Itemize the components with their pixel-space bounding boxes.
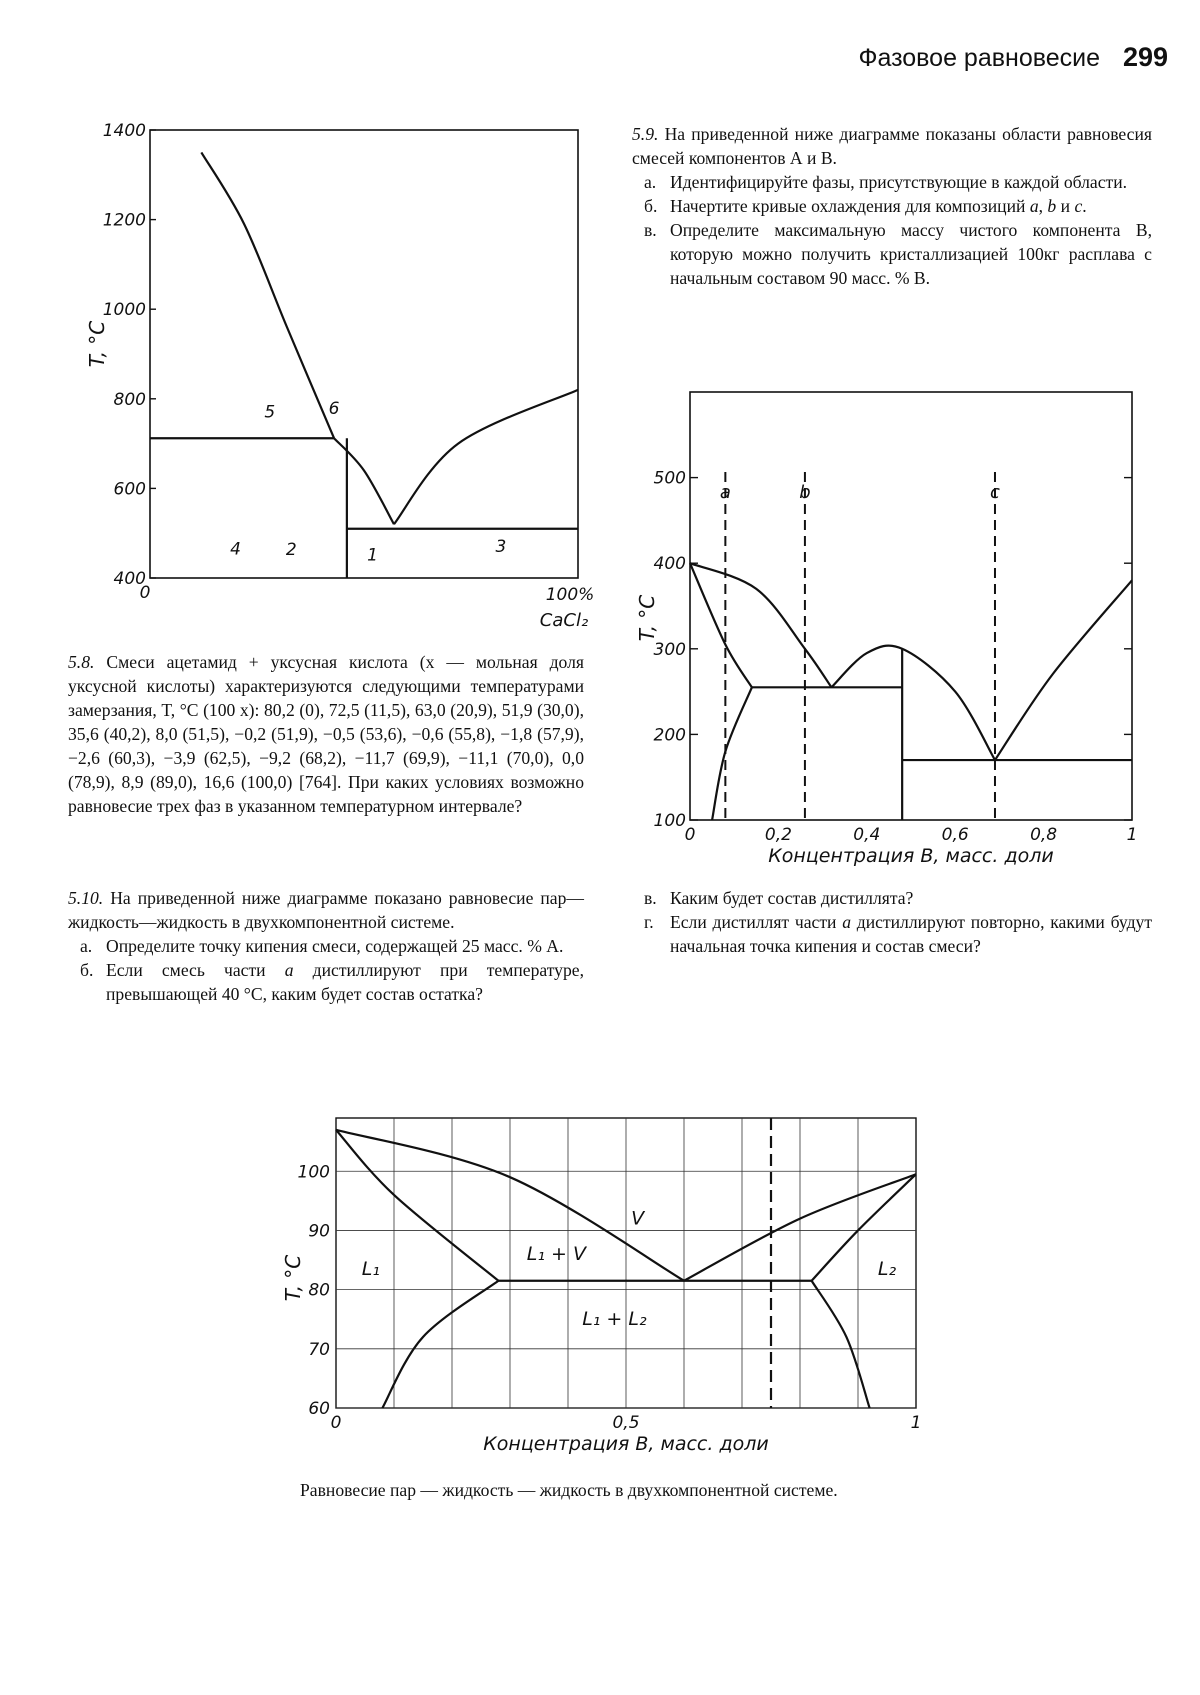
curve-solubility_right	[812, 1281, 870, 1408]
x-tick-label: 1	[1126, 825, 1138, 845]
x-axis-label: CaCl₂	[539, 610, 589, 631]
y-tick-label: 300	[653, 639, 686, 660]
y-tick-label: 60	[308, 1399, 330, 1419]
var-a: a	[284, 960, 294, 980]
figure-caption: Равновесие пар — жидкость — жидкость в двухкомпонентной системе.	[300, 1480, 838, 1500]
x-tick-label: 0,2	[764, 825, 792, 845]
list-text: ,	[1038, 196, 1044, 216]
problem-number: 5.9.	[632, 124, 659, 144]
list-marker: в.	[644, 888, 657, 908]
x-tick-label: 0,4	[853, 825, 881, 845]
region-label: 3	[495, 537, 507, 558]
list-item	[632, 170, 1152, 194]
var-a: a	[1029, 196, 1039, 216]
y-tick-label: 90	[308, 1221, 330, 1242]
region-label: 4	[230, 539, 242, 560]
problem-number: 5.10.	[68, 888, 104, 908]
composition-label: c	[990, 482, 1000, 503]
y-tick-label: 400	[113, 569, 146, 589]
list-marker: б.	[644, 196, 658, 216]
problem-5-8	[68, 650, 584, 818]
y-tick-label: 400	[653, 554, 686, 575]
page-number: 299	[1122, 42, 1168, 72]
y-axis-label: T, °C	[635, 594, 659, 642]
region-label: 1	[367, 545, 378, 566]
x-tick-label: 0,5	[612, 1413, 640, 1433]
list-item	[632, 910, 1152, 958]
region-label: 5	[264, 402, 276, 423]
problem-5-9	[632, 122, 1152, 290]
x-tick-label: 0	[139, 583, 151, 603]
y-tick-label: 80	[308, 1280, 330, 1301]
problem-5-10-continued	[632, 886, 1152, 958]
list-text: и	[1060, 196, 1071, 216]
phase-label: L₂	[877, 1257, 897, 1280]
x-tick-label: 0,8	[1030, 825, 1058, 845]
y-tick-label: 200	[653, 725, 686, 746]
y-tick-label: 70	[308, 1339, 330, 1360]
x-tick-label: 0	[684, 825, 696, 845]
problem-intro: На приведенной ниже диаграмме показано равновесие пар—жидкость—жидкость в двухкомпонентной системе.	[68, 888, 584, 932]
phase-label: V	[631, 1207, 645, 1230]
curve-bubble_right	[812, 1174, 916, 1281]
y-tick-label: 600	[113, 479, 146, 500]
problem-5-10	[68, 886, 584, 1006]
list-item	[632, 886, 1152, 910]
list-item	[632, 194, 1152, 218]
list-text: дистиллируют при температуре, превышающей 40 °C, каким будет состав остатка?	[106, 960, 584, 1004]
list-marker: б.	[80, 960, 94, 980]
x-tick-label: 0	[330, 1413, 342, 1433]
composition-label: b	[799, 482, 811, 503]
curve-bubble_left	[336, 1130, 498, 1281]
y-axis-label: T, °C	[85, 320, 109, 368]
var-a: a	[842, 912, 852, 932]
list-text: Если дистиллят части	[670, 912, 837, 932]
list-marker: а.	[644, 172, 657, 192]
list-text: дистиллируют повторно, какими будут начальная точка кипения и состав смеси?	[670, 912, 1153, 956]
var-c: c	[1074, 196, 1083, 216]
y-tick-label: 1400	[102, 121, 146, 141]
x-tick-label: 0,6	[941, 825, 969, 845]
phase-label: L₁	[361, 1257, 380, 1280]
phase-label: L₁ + V	[526, 1243, 587, 1266]
y-tick-label: 100	[653, 811, 686, 831]
list-marker: в.	[644, 220, 657, 240]
list-text: Начертите кривые охлаждения для композиций	[670, 196, 1026, 216]
composition-label: a	[719, 482, 731, 503]
page-title: Фазовое равновесие	[858, 44, 1100, 72]
problem-intro: На приведенной ниже диаграмме показаны области равновесия смесей компонентов А и В.	[632, 124, 1152, 168]
list-marker: а.	[80, 936, 93, 956]
problem-text: Смеси ацетамид + уксусная кислота (x — мольная доля уксусной кислоты) характеризуются следующими температурами замерзания, T, °C (100 x): 80,2 (0), 72,5 (11,5), 63,0 (20,9), 51,9 (30,0), 35,6 (40,2), 8,0 (51,5), −0,2 (51,9), −0,5 (53,6), −0,6 (55,8), −1,8 (57,9), −2,6 (60,3), −3,9 (62,5), −9,2 (68,2), −11,7 (69,9), −11,1 (70,0), 0,0 (78,9), 8,9 (89,0), 16,6 (100,0) [764]. При каких условиях возможно равновесие трех фаз в указанном температурном интервале?	[68, 652, 584, 816]
region-label: 2	[285, 539, 297, 560]
list-text: Идентифицируйте фазы, присутствующие в каждой области.	[670, 172, 1128, 192]
x-axis-label: Концентрация В, масс. доли	[768, 845, 1054, 867]
y-tick-label: 1200	[102, 210, 146, 231]
y-tick-label: 100	[297, 1162, 330, 1183]
curve-solubility_left	[382, 1281, 498, 1408]
list-text: Определите максимальную массу чистого компонента В, которую можно получить кристаллизацией 100кг расплава с начальным составом 90 масс. % В.	[670, 220, 1152, 288]
list-text: Определите точку кипения смеси, содержащей 25 масс. % А.	[106, 936, 564, 956]
y-tick-label: 500	[653, 468, 686, 489]
y-tick-label: 1000	[102, 300, 146, 321]
list-marker: г.	[644, 912, 654, 932]
list-text: Если смесь части	[106, 960, 266, 980]
x-axis-label: Концентрация В, масс. доли	[483, 1433, 769, 1455]
list-text: Каким будет состав дистиллята?	[670, 888, 914, 908]
region-label: 6	[328, 398, 340, 419]
y-tick-label: 800	[113, 389, 146, 410]
phase-label: L₁ + L₂	[582, 1308, 647, 1331]
list-item	[632, 218, 1152, 290]
problem-number: 5.8.	[68, 652, 95, 672]
list-item	[68, 958, 584, 1006]
x-tick-label: 100%	[545, 585, 595, 605]
x-tick-label: 1	[910, 1413, 922, 1433]
list-item	[68, 934, 584, 958]
y-axis-label: T, °C	[281, 1254, 305, 1302]
list-text: .	[1082, 196, 1087, 216]
var-b: b	[1047, 196, 1057, 216]
